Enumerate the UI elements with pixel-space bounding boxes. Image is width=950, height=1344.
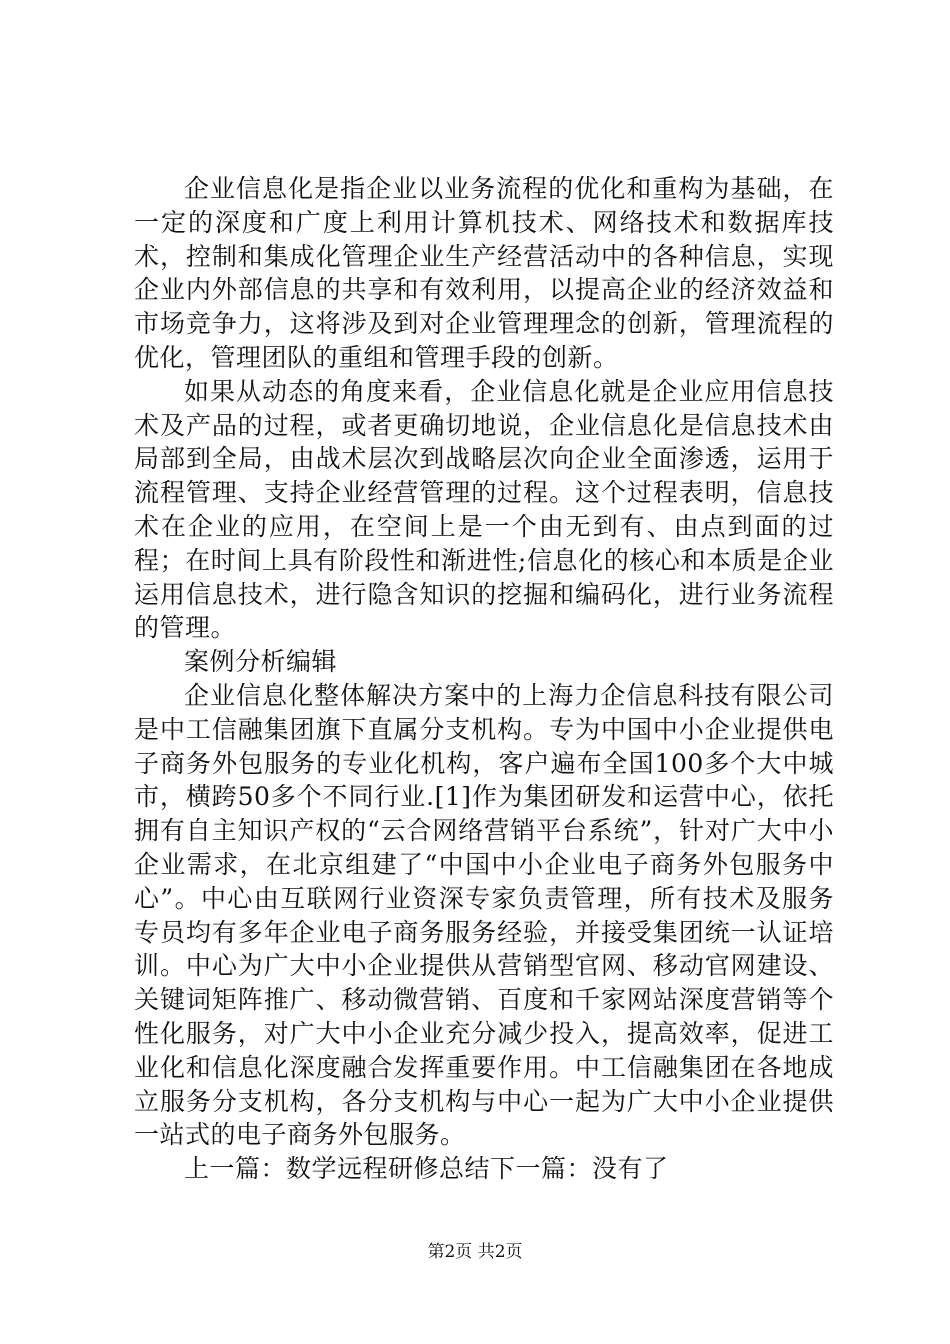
paragraph-case-study: 企业信息化整体解决方案中的上海力企信息科技有限公司是中工信融集团旗下直属分支机构。专为中国中小企业提供电子商务外包服务的专业化机构，客户遍布全国100多个大中城市，横跨50多个不同行业.[1]作为集团研发和运营中心，依托拥有自主知识产权的“云合网络营销平台系统”，针对广大中小企业需求，在北京组建了“中国中小企业电子商务外包服务中心”。中心由互联网行业资深专家负责管理，所有技术及服务专员均有多年企业电子商务服务经验，并接受集团统一认证培训。中心为广大中小企业提供从营销型官网、移动官网建设、关键词矩阵推广、移动微营销、百度和千家网站深度营销等个性化服务，对广大中小企业充分减少投入，提高效率，促进工业化和信息化深度融合发挥重要作用。中工信融集团在各地成立服务分支机构，各分支机构与中心一起为广大中小企业提供一站式的电子商务外包服务。: [134, 680, 834, 1150]
section-heading-case-analysis: 案例分析编辑: [184, 647, 338, 677]
paragraph-definition: 企业信息化是指企业以业务流程的优化和重构为基础，在一定的深度和广度上利用计算机技术、网络技术和数据库技术，控制和集成化管理企业生产经营活动中的各种信息，实现企业内外部信息的共享和有效利用，以提高企业的经济效益和市场竞争力，这将涉及到对企业管理理念的创新，管理流程的优化，管理团队的重组和管理手段的创新。: [134, 174, 834, 372]
paragraph-dynamic-view: 如果从动态的角度来看，企业信息化就是企业应用信息技术及产品的过程，或者更确切地说，企业信息化是信息技术由局部到全局，由战术层次到战略层次向企业全面渗透，运用于流程管理、支持企业经营管理的过程。这个过程表明，信息技术在企业的应用，在空间上是一个由无到有、由点到面的过程；在时间上具有阶段性和渐进性;信息化的核心和本质是企业运用信息技术，进行隐含知识的挖掘和编码化，进行业务流程的管理。: [134, 376, 834, 643]
document-body: [134, 172, 834, 1186]
page-number-footer: 第2页 共2页: [427, 1242, 523, 1262]
prev-next-navigation[interactable]: 上一篇：数学远程研修总结下一篇：没有了: [184, 1154, 669, 1184]
